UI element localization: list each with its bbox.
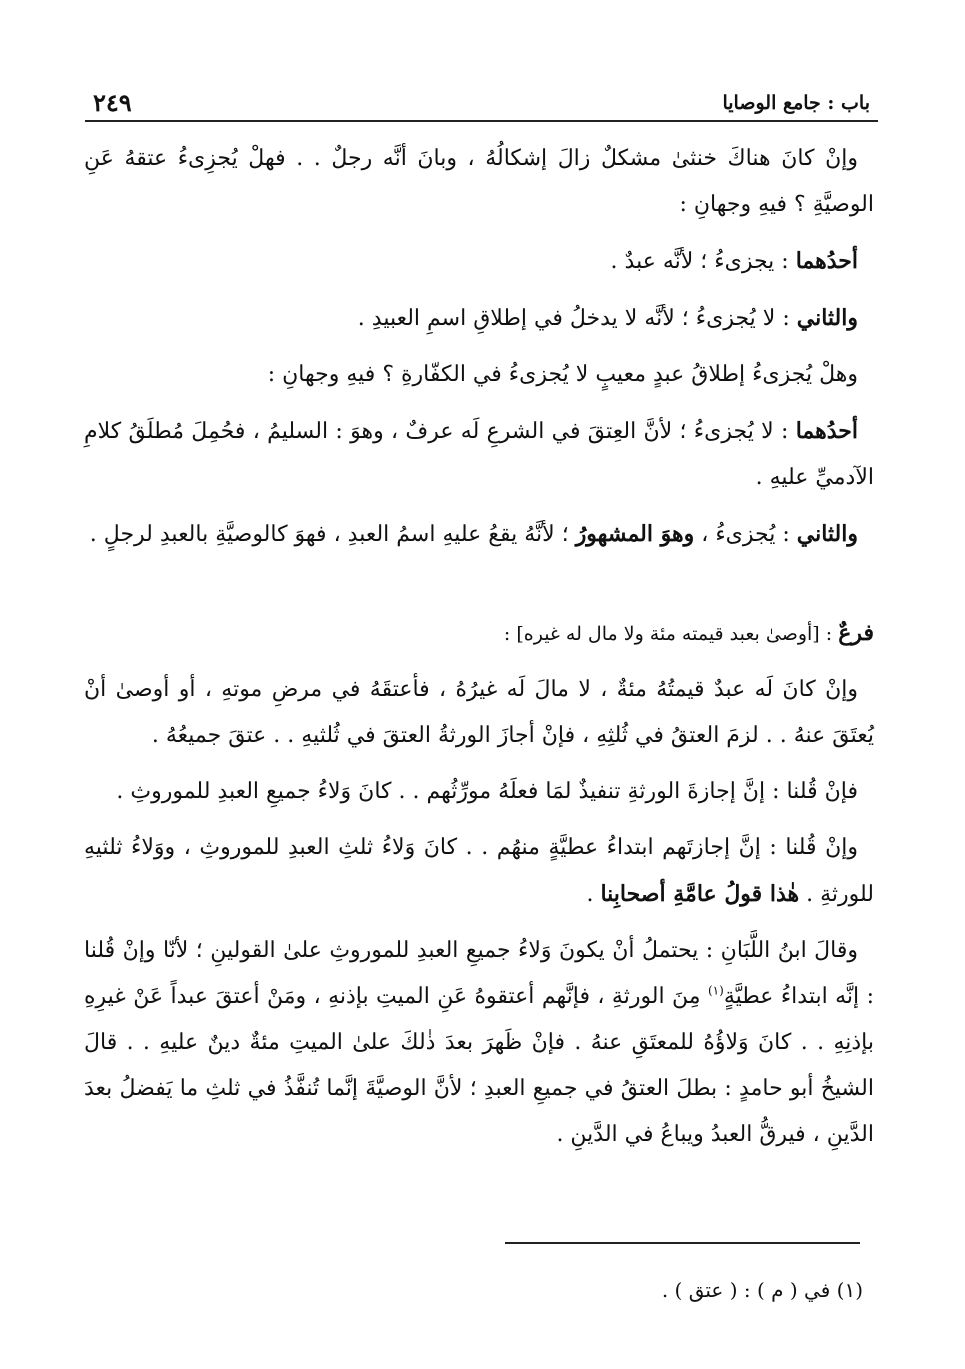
far-heading — [84, 610, 874, 657]
paragraph-7-text: وإنْ كانَ لَه عبدٌ قيمتُهُ مئةٌ ، لا مالَ لَه غيرُهُ ، فأعتقَهُ في مرضِ موتهِ ، أو أوصىٰ أنْ يُعتَقَ عنهُ . . لزمَ العتقُ في ثُلثِهِ ، فإنْ أجازَ الورثةُ العتقَ في ثُلثيهِ . . عتقَ جميعُهُ . — [84, 677, 874, 748]
paragraph-1-text: وإنْ كانَ هناكَ خنثىٰ مشكلٌ زالَ إشكالُهُ ، وبانَ أنَّه رجلٌ . . فهلْ يُجزِىءُ عتقهُ عَنِ الوصيَّةِ ؟ فيهِ وجهانِ : — [84, 146, 874, 217]
paragraph-2-text: : يجزىءُ ؛ لأنَّه عبدٌ . — [610, 249, 796, 274]
paragraph-9-bold: هٰذا قولُ عامَّةِ أصحابِنا — [600, 881, 800, 907]
running-title: باب : جامع الوصايا — [722, 92, 870, 114]
footnote — [662, 1278, 863, 1302]
paragraph-6-bold: وهوَ المشهورُ — [575, 521, 695, 547]
paragraph-6-text-a: : يُجزىءُ ، — [694, 522, 797, 547]
paragraph-10-text-b: مِنَ الورثةِ ، فإنَّهم أعتقوهُ عَنِ الميتِ بإذنهِ ، ومَنْ أعتقَ عبداً عَنْ غيرِهِ بإذنِهِ . . كانَ وَلاؤُهُ للمعتَقِ عنهُ . فإنْ ظَهرَ بعدَ ذٰلكَ علىٰ الميتِ مئةٌ دينٌ عليهِ . . قالَ الشيخُ أبو حامدٍ : بطلَ العتقُ في جميعِ العبدِ ؛ لأنَّ الوصيَّةَ إنَّما تُنفَّذُ في ثلثِ ما يَفضلُ بعدَ الدَّينِ ، فيرقُّ العبدُ ويباعُ في الدَّينِ . — [84, 984, 874, 1147]
paragraph-5-lead: أحدُهما — [795, 418, 858, 444]
paragraph-3-text: : لا يُجزىءُ ؛ لأنَّه لا يدخلُ في إطلاقِ اسمِ العبيدِ . — [357, 306, 797, 331]
page-number: ٢٤٩ — [93, 88, 132, 117]
paragraph-5 — [84, 408, 874, 501]
paragraph-5-text: : لا يُجزىءُ ؛ لأنَّ العِتقَ في الشرعِ لَه عرفٌ ، وهوَ : السليمُ ، فحُمِلَ مُطلَقُ كلامِ الآدميِّ عليهِ . — [84, 419, 874, 490]
paragraph-10-text-a: وقالَ ابنُ اللَّبَانِ : يحتملُ أنْ يكونَ وَلاءُ جميعِ العبدِ للموروثِ علىٰ القولينِ ؛ لأنّا وإنْ قُلنا : إنَّه ابتداءُ عطيَّةٍ — [84, 938, 874, 1009]
far-lead: فرعٌ — [838, 620, 874, 646]
footnote-text: في ( م ) : ( عتق ) . — [661, 1278, 831, 1302]
paragraph-2-lead: أحدُهما — [795, 248, 858, 274]
paragraph-3-lead: والثاني — [796, 305, 858, 331]
paragraph-10 — [84, 928, 874, 1158]
paragraph-6 — [84, 511, 874, 558]
footnote-marker: (١) — [707, 983, 724, 998]
footnote-divider — [505, 1242, 860, 1244]
paragraph-3 — [84, 295, 874, 342]
paragraph-9-text: وإنْ قُلنا : إنَّ إجازتَهم ابتداءُ عطيَّةٍ منهُم . . كانَ وَلاءُ ثلثِ العبدِ للموروثِ ، ووَلاءُ ثلثيهِ للورثةِ . — [84, 835, 874, 907]
paragraph-4 — [84, 352, 874, 398]
paragraph-8-text: فإنْ قُلنا : إنَّ إجازةَ الورثةِ تنفيذٌ لمَا فعلَهُ مورِّثُهم . . كانَ وَلاءُ جميعِ العبدِ للموروثِ . — [116, 779, 858, 804]
paragraph-9 — [84, 825, 874, 918]
paragraph-2 — [84, 238, 874, 285]
section-gap — [84, 568, 874, 610]
far-title: : [أوصىٰ بعبد قيمته مئة ولا مال له غيره] : — [503, 623, 839, 645]
footnote-number: (١) — [836, 1278, 863, 1302]
paragraph-7 — [84, 667, 874, 759]
paragraph-8 — [84, 769, 874, 815]
paragraph-9-end: . — [586, 882, 601, 907]
paragraph-1 — [84, 136, 874, 228]
page-header — [85, 86, 878, 122]
page-body — [84, 136, 874, 1168]
paragraph-6-lead: والثاني — [796, 521, 858, 547]
paragraph-6-text-b: ؛ لأنَّهُ يقعُ عليهِ اسمُ العبدِ ، فهوَ كالوصيَّةِ بالعبدِ لرجلٍ . — [89, 522, 576, 547]
paragraph-4-text: وهلْ يُجزىءُ إطلاقُ عبدٍ معيبٍ لا يُجزىءُ في الكفّارةِ ؟ فيهِ وجهانِ : — [267, 362, 858, 387]
